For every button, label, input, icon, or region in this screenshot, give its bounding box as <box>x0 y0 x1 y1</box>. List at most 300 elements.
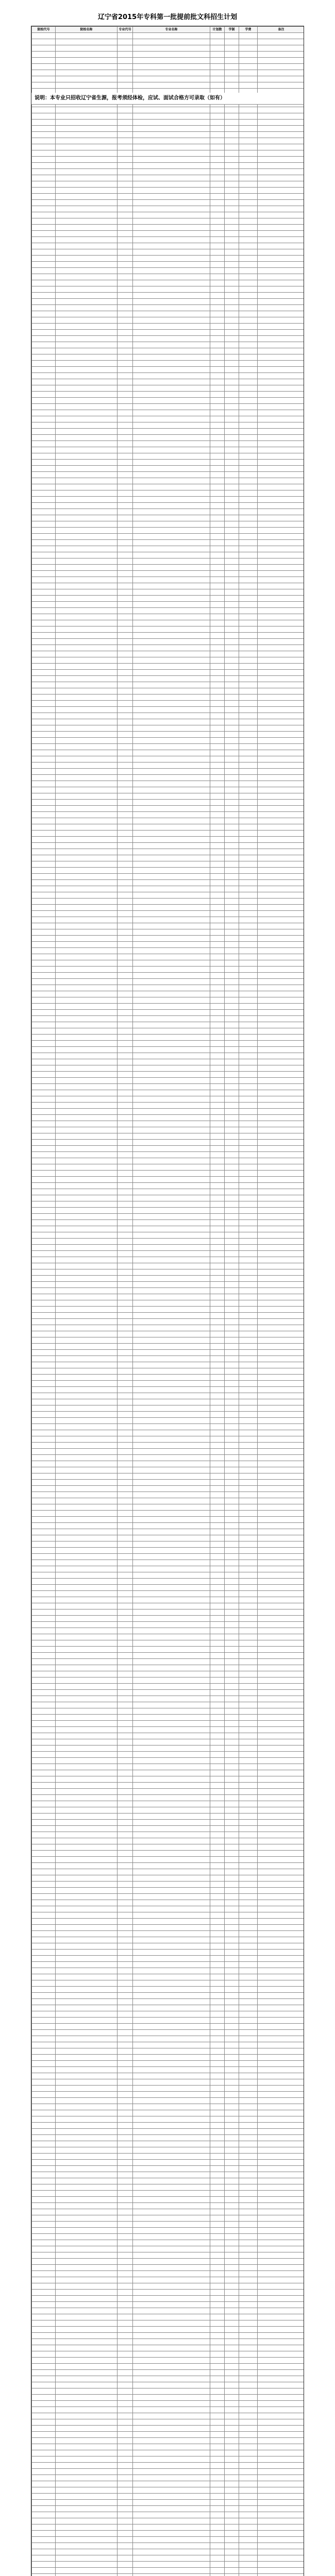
table-cell <box>32 2228 56 2234</box>
table-cell <box>239 565 258 571</box>
table-cell <box>56 2364 118 2370</box>
table-cell <box>225 633 239 639</box>
table-cell <box>258 1022 305 1028</box>
table-cell <box>225 1597 239 1603</box>
table-cell <box>258 1752 305 1758</box>
table-cell <box>210 1239 225 1245</box>
table-cell <box>258 206 305 212</box>
table-cell <box>210 2011 225 2018</box>
table-cell <box>210 497 225 503</box>
table-cell <box>56 1201 118 1208</box>
table-cell <box>118 2135 133 2141</box>
table-cell <box>258 1177 305 1183</box>
table-cell <box>56 2296 118 2302</box>
table-cell <box>56 1566 118 1572</box>
table-row <box>32 1758 305 1764</box>
table-cell <box>258 2061 305 2067</box>
table-cell <box>225 76 239 82</box>
table-cell <box>239 1628 258 1634</box>
table-cell <box>225 1838 239 1844</box>
table-cell <box>133 169 210 175</box>
table-row <box>32 2178 305 2184</box>
table-cell <box>32 1214 56 1220</box>
table-cell <box>32 206 56 212</box>
table-cell <box>133 1999 210 2005</box>
table-cell <box>32 546 56 552</box>
table-cell <box>118 694 133 701</box>
table-cell <box>225 843 239 849</box>
table-cell <box>32 1443 56 1449</box>
table-cell <box>258 1560 305 1566</box>
table-cell <box>56 472 118 478</box>
table-cell <box>32 849 56 855</box>
table-cell <box>258 1585 305 1591</box>
table-cell <box>56 2320 118 2327</box>
table-cell <box>210 2172 225 2178</box>
table-row <box>32 979 305 985</box>
table-cell <box>225 1956 239 1962</box>
table-cell <box>118 1801 133 1807</box>
table-row <box>32 997 305 1004</box>
table-cell <box>32 509 56 515</box>
table-cell <box>133 1721 210 1727</box>
table-cell <box>56 2543 118 2549</box>
table-cell <box>225 664 239 670</box>
table-cell <box>118 150 133 157</box>
table-cell <box>258 1554 305 1560</box>
table-cell <box>210 923 225 929</box>
table-row <box>32 589 305 596</box>
table-cell <box>56 354 118 361</box>
table-row <box>32 1418 305 1424</box>
table-cell <box>133 2524 210 2531</box>
table-cell <box>56 2222 118 2228</box>
table-cell <box>210 2024 225 2030</box>
table-cell <box>225 1109 239 1115</box>
table-cell <box>32 2555 56 2562</box>
table-cell <box>225 2562 239 2568</box>
table-cell <box>225 812 239 818</box>
table-cell <box>56 1053 118 1059</box>
table-cell <box>133 361 210 367</box>
table-cell <box>225 1566 239 1572</box>
table-cell <box>133 2469 210 2475</box>
table-cell <box>56 1517 118 1523</box>
table-row <box>32 1956 305 1962</box>
table-row <box>32 1504 305 1511</box>
table-cell <box>118 1579 133 1585</box>
table-row <box>32 1733 305 1739</box>
table-cell <box>225 45 239 52</box>
table-cell <box>258 367 305 373</box>
table-row <box>32 1201 305 1208</box>
table-cell <box>118 2444 133 2450</box>
table-cell <box>133 1393 210 1399</box>
table-cell <box>225 243 239 249</box>
table-cell <box>258 540 305 546</box>
table-row <box>32 2302 305 2308</box>
table-cell <box>56 2562 118 2568</box>
table-cell <box>239 973 258 979</box>
table-cell <box>258 1307 305 1313</box>
table-cell <box>225 262 239 268</box>
table-cell <box>56 2061 118 2067</box>
table-cell <box>258 2092 305 2098</box>
table-cell <box>32 1455 56 1461</box>
table-cell <box>210 936 225 942</box>
table-cell <box>225 2240 239 2246</box>
table-cell <box>32 1288 56 1294</box>
table-cell <box>258 1103 305 1109</box>
table-cell <box>133 2456 210 2463</box>
table-row <box>32 1616 305 1622</box>
table-cell <box>225 2024 239 2030</box>
table-cell <box>118 707 133 713</box>
table-row <box>32 657 305 664</box>
table-cell <box>56 1826 118 1832</box>
table-cell <box>258 1591 305 1597</box>
table-cell <box>56 293 118 299</box>
table-cell <box>32 1523 56 1529</box>
table-cell <box>239 2376 258 2382</box>
table-cell <box>239 639 258 645</box>
table-cell <box>118 2098 133 2104</box>
table-cell <box>239 1727 258 1733</box>
table-cell <box>118 1022 133 1028</box>
table-row <box>32 1962 305 1968</box>
table-cell <box>210 997 225 1004</box>
table-cell <box>32 472 56 478</box>
table-cell <box>239 1319 258 1325</box>
table-cell <box>133 1325 210 1331</box>
table-cell <box>225 2154 239 2160</box>
table-cell <box>133 1684 210 1690</box>
table-row <box>32 1684 305 1690</box>
table-cell <box>210 2042 225 2048</box>
table-cell <box>210 806 225 812</box>
table-row <box>32 2005 305 2011</box>
table-cell <box>239 2110 258 2116</box>
table-row <box>32 447 305 453</box>
table-cell <box>118 596 133 602</box>
table-cell <box>118 1393 133 1399</box>
table-cell <box>225 1579 239 1585</box>
table-cell <box>239 2079 258 2086</box>
table-cell <box>210 2358 225 2364</box>
table-cell <box>56 1214 118 1220</box>
table-cell <box>225 688 239 694</box>
table-cell <box>32 688 56 694</box>
table-cell <box>118 2271 133 2277</box>
table-cell <box>56 2463 118 2469</box>
table-row <box>32 200 305 206</box>
table-cell <box>32 732 56 738</box>
table-row <box>32 1028 305 1035</box>
table-row <box>32 472 305 478</box>
table-cell <box>239 1814 258 1820</box>
table-cell <box>225 2524 239 2531</box>
table-row <box>32 1220 305 1226</box>
table-cell <box>239 422 258 429</box>
table-cell <box>133 633 210 639</box>
table-cell <box>225 837 239 843</box>
table-cell <box>32 725 56 732</box>
table-cell <box>32 2110 56 2116</box>
table-row <box>32 1337 305 1344</box>
table-cell <box>32 2487 56 2494</box>
table-cell <box>239 1455 258 1461</box>
table-cell <box>56 528 118 534</box>
table-row <box>32 2246 305 2252</box>
table-cell <box>56 1820 118 1826</box>
table-cell <box>210 2333 225 2339</box>
table-cell <box>210 1498 225 1504</box>
table-cell <box>118 1455 133 1461</box>
table-cell <box>239 1684 258 1690</box>
table-cell <box>239 1486 258 1492</box>
table-cell <box>210 2098 225 2104</box>
table-cell <box>32 1480 56 1486</box>
table-cell <box>225 200 239 206</box>
table-cell <box>118 262 133 268</box>
table-cell <box>225 1016 239 1022</box>
table-cell <box>118 633 133 639</box>
table-cell <box>56 2011 118 2018</box>
table-cell <box>258 979 305 985</box>
table-cell <box>239 534 258 540</box>
table-cell <box>118 231 133 237</box>
table-cell <box>225 2098 239 2104</box>
table-cell <box>118 1548 133 1554</box>
table-cell <box>133 1715 210 1721</box>
table-row <box>32 738 305 744</box>
table-cell <box>56 2123 118 2129</box>
table-row <box>32 639 305 645</box>
table-cell <box>225 1362 239 1368</box>
table-cell <box>56 1424 118 1430</box>
table-cell <box>239 843 258 849</box>
table-cell <box>239 472 258 478</box>
table-cell <box>239 1121 258 1127</box>
table-row <box>32 1152 305 1158</box>
table-cell <box>56 1634 118 1640</box>
table-cell <box>32 1362 56 1368</box>
table-row <box>32 676 305 682</box>
table-cell <box>118 1566 133 1572</box>
table-cell <box>133 144 210 150</box>
table-cell <box>56 1362 118 1368</box>
table-row <box>32 305 305 311</box>
table-cell <box>258 2512 305 2518</box>
table-cell <box>118 1121 133 1127</box>
table-row <box>32 2364 305 2370</box>
table-cell <box>210 2444 225 2450</box>
table-cell <box>239 1548 258 1554</box>
table-cell <box>32 1956 56 1962</box>
table-cell <box>133 1195 210 1201</box>
table-cell <box>239 58 258 64</box>
table-cell <box>133 769 210 775</box>
table-cell <box>133 2215 210 2222</box>
table-cell <box>225 1443 239 1449</box>
table-row <box>32 1844 305 1851</box>
table-cell <box>56 583 118 589</box>
table-cell <box>210 528 225 534</box>
table-cell <box>239 1189 258 1195</box>
table-cell <box>32 249 56 256</box>
table-cell <box>239 571 258 577</box>
table-cell <box>32 2061 56 2067</box>
table-cell <box>210 831 225 837</box>
table-cell <box>118 1418 133 1424</box>
table-cell <box>225 868 239 874</box>
table-row <box>32 45 305 52</box>
table-cell <box>133 39 210 45</box>
table-cell <box>258 2426 305 2432</box>
table-row <box>32 379 305 385</box>
table-cell <box>32 218 56 225</box>
table-cell <box>133 237 210 243</box>
table-cell <box>118 701 133 707</box>
table-cell <box>32 781 56 787</box>
table-cell <box>210 2407 225 2413</box>
table-cell <box>133 701 210 707</box>
table-cell <box>133 2166 210 2172</box>
table-cell <box>133 76 210 82</box>
table-cell <box>258 775 305 781</box>
table-cell <box>133 2154 210 2160</box>
table-cell <box>56 58 118 64</box>
table-cell <box>133 2388 210 2395</box>
table-row <box>32 664 305 670</box>
table-cell <box>258 231 305 237</box>
table-cell <box>239 732 258 738</box>
table-cell <box>225 1430 239 1436</box>
table-cell <box>225 126 239 132</box>
table-cell <box>32 713 56 719</box>
table-cell <box>258 2327 305 2333</box>
table-cell <box>56 608 118 614</box>
table-cell <box>210 1826 225 1832</box>
table-row <box>32 509 305 515</box>
table-row <box>32 2327 305 2333</box>
table-cell <box>258 1096 305 1103</box>
table-cell <box>210 2296 225 2302</box>
table-cell <box>32 416 56 422</box>
table-cell <box>210 45 225 52</box>
table-cell <box>258 453 305 460</box>
table-cell <box>210 305 225 311</box>
table-cell <box>258 373 305 379</box>
table-cell <box>258 1356 305 1362</box>
table-cell <box>32 923 56 929</box>
table-cell <box>239 1356 258 1362</box>
table-cell <box>32 2240 56 2246</box>
table-cell <box>210 1436 225 1443</box>
table-row <box>32 330 305 336</box>
table-cell <box>239 651 258 657</box>
table-cell <box>225 781 239 787</box>
table-cell <box>239 2450 258 2456</box>
table-cell <box>239 2018 258 2024</box>
table-cell <box>118 2438 133 2444</box>
table-cell <box>56 1263 118 1269</box>
table-cell <box>118 1900 133 1906</box>
table-cell <box>210 614 225 620</box>
table-cell <box>32 503 56 509</box>
table-cell <box>32 1035 56 1041</box>
table-cell <box>118 1906 133 1912</box>
table-cell <box>133 1566 210 1572</box>
table-cell <box>225 2333 239 2339</box>
table-cell <box>258 626 305 633</box>
table-cell <box>239 2154 258 2160</box>
table-cell <box>118 2116 133 2123</box>
table-cell <box>258 509 305 515</box>
table-cell <box>32 76 56 82</box>
table-cell <box>118 905 133 911</box>
table-cell <box>118 911 133 917</box>
table-cell <box>32 404 56 410</box>
table-cell <box>56 1541 118 1548</box>
table-cell <box>118 379 133 385</box>
table-cell <box>118 441 133 447</box>
table-cell <box>32 1461 56 1467</box>
table-cell <box>32 243 56 249</box>
table-cell <box>32 1616 56 1622</box>
table-cell <box>56 1449 118 1455</box>
table-cell <box>239 1529 258 1535</box>
table-row <box>32 880 305 886</box>
table-cell <box>225 732 239 738</box>
table-cell <box>133 1387 210 1393</box>
table-cell <box>118 886 133 892</box>
table-cell <box>56 157 118 163</box>
table-cell <box>225 490 239 497</box>
table-cell <box>32 2314 56 2320</box>
table-cell <box>210 1844 225 1851</box>
table-cell <box>225 1925 239 1931</box>
table-cell <box>239 583 258 589</box>
table-cell <box>210 1585 225 1591</box>
table-cell <box>210 1739 225 1745</box>
table-cell <box>118 589 133 596</box>
table-cell <box>32 2432 56 2438</box>
table-row <box>32 70 305 76</box>
table-cell <box>118 1993 133 1999</box>
table-cell <box>258 2160 305 2166</box>
table-cell <box>225 1424 239 1430</box>
table-row <box>32 2042 305 2048</box>
table-cell <box>118 1974 133 1980</box>
table-cell <box>225 1467 239 1473</box>
table-cell <box>32 398 56 404</box>
table-cell <box>258 1418 305 1424</box>
table-cell <box>118 2506 133 2512</box>
table-cell <box>258 2172 305 2178</box>
table-cell <box>239 206 258 212</box>
table-cell <box>32 150 56 157</box>
table-cell <box>118 1405 133 1412</box>
table-cell <box>210 330 225 336</box>
table-cell <box>210 793 225 800</box>
table-cell <box>210 52 225 58</box>
table-cell <box>210 2413 225 2419</box>
table-cell <box>225 1127 239 1133</box>
table-cell <box>225 2079 239 2086</box>
table-row <box>32 2092 305 2098</box>
table-row <box>32 2098 305 2104</box>
